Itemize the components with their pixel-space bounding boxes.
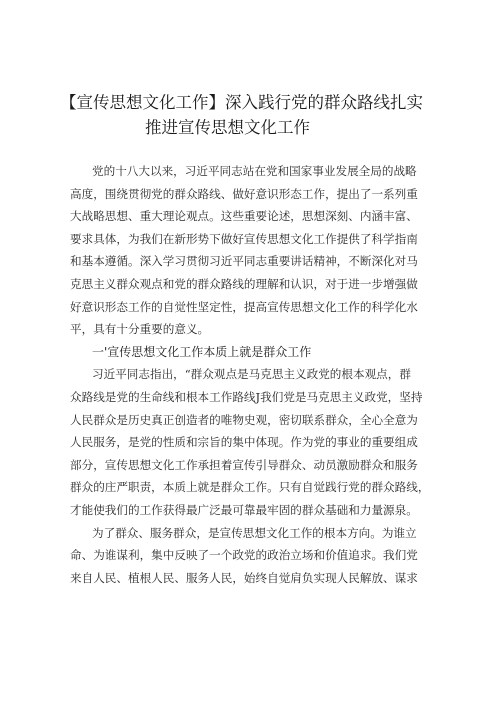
paragraph-intro xyxy=(70,160,442,341)
paragraph-line: 要求具体，为我们在新形势下做好宣传思想文化工作提供了科学指南 xyxy=(70,231,418,246)
paragraph-line: 平，具有十分重要的意义。 xyxy=(70,322,210,337)
title-line-1: 【宣传思想文化工作】深入践行党的群众路线扎实 xyxy=(60,93,423,112)
paragraph-line: 习近平同志指出，“群众观点是马克思主义政党的根本观点，群 xyxy=(92,367,411,382)
paragraph-line: 好意识形态工作的自觉性坚定性，提高宣传思想文化工作的科学化水 xyxy=(70,299,418,314)
paragraph-section1-a xyxy=(70,363,442,521)
paragraph-line: 克思主义群众观点和党的群众路线的理解和认识，对于进一步增强做 xyxy=(70,276,418,291)
paragraph-line: 和基本遵循。深入学习贯彻习近平同志重要讲话精神，不断深化对马 xyxy=(70,254,418,269)
paragraph-line: 才能使我们的工作获得最广泛最可靠最牢固的群众基础和力量源泉。 xyxy=(70,502,418,517)
document-body xyxy=(70,160,442,589)
paragraph-line: 高度，围绕贯彻党的群众路线、做好意识形态工作，提出了一系列重 xyxy=(70,186,418,201)
paragraph-line: 党的十八大以来，习近平同志站在党和国家事业发展全局的战略 xyxy=(92,164,417,178)
paragraph-line: 部分，宣传思想文化工作承担着宣传引导群众、动员激励群众和服务 xyxy=(70,457,418,472)
paragraph-line: 群众的庄严职责，本质上就是群众工作。只有自觉践行党的群众路线， xyxy=(70,480,430,495)
paragraph-line: 为了群众、服务群众，是宣传思想文化工作的根本方向。为谁立 xyxy=(92,525,417,540)
document-title xyxy=(60,90,460,140)
paragraph-line: 大战略思想、重大理论观点。这些重要论述，思想深刻、内涵丰富、 xyxy=(70,209,418,224)
title-line-2: 推进宣传思想文化工作 xyxy=(145,118,310,137)
paragraph-line: 来自人民、植根人民、服务人民，始终自觉肩负实现人民解放、谋求 xyxy=(70,570,418,585)
paragraph-section1-b xyxy=(70,522,442,590)
paragraph-line: 人民群众是历史真正创造者的唯物史观，密切联系群众，全心全意为 xyxy=(70,412,418,427)
paragraph-line: 众路线是党的生命线和根本工作路线J我们党是马克思主义政党，坚持 xyxy=(70,389,423,404)
paragraph-line: 命、为谁谋利，集中反映了一个政党的政治立场和价值追求。我们党 xyxy=(70,548,418,563)
paragraph-line: 人民服务，是党的性质和宗旨的集中体现。作为党的事业的重要组成 xyxy=(70,435,418,450)
section-heading-1: 一'宣传思想文化工作本质上就是群众工作 xyxy=(92,344,312,359)
